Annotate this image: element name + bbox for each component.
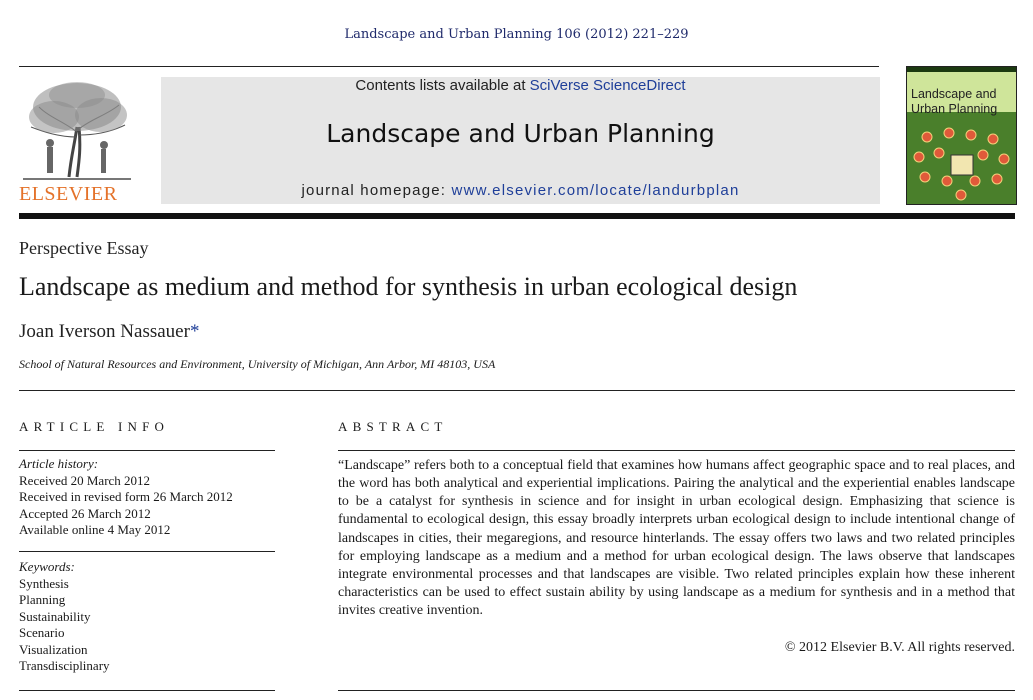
article-info-heading: ARTICLE INFO bbox=[19, 419, 170, 434]
contents-line bbox=[161, 77, 880, 94]
cover-title-line-1: Landscape and bbox=[911, 87, 997, 101]
article-history bbox=[19, 456, 233, 539]
author-affiliation: School of Natural Resources and Environment, University of Michigan, Ann Arbor, MI 48103, USA bbox=[19, 357, 496, 371]
keyword-item: Sustainability bbox=[19, 608, 91, 624]
journal-homepage bbox=[161, 182, 880, 199]
author-name[interactable]: Joan Iverson Nassauer bbox=[19, 321, 190, 342]
article-info-rule-mid bbox=[19, 551, 275, 552]
homepage-link[interactable]: www.elsevier.com/locate/landurbplan bbox=[451, 182, 740, 199]
keyword-item: Planning bbox=[19, 592, 66, 607]
keyword-item: Transdisciplinary bbox=[19, 658, 110, 673]
author-line bbox=[19, 321, 199, 343]
corresponding-author-mark[interactable]: * bbox=[189, 321, 200, 342]
keyword-item: Synthesis bbox=[19, 575, 69, 591]
contents-prefix: Contents lists available at bbox=[355, 77, 530, 94]
header-thick-rule bbox=[19, 213, 1015, 219]
keyword-item: Scenario bbox=[19, 625, 65, 640]
history-item: Received in revised form 26 March 2012 bbox=[19, 489, 233, 504]
cover-title-line-2: Urban Planning bbox=[911, 102, 998, 116]
homepage-prefix: journal homepage: bbox=[301, 182, 452, 199]
publisher-name: ELSEVIER bbox=[19, 183, 118, 205]
article-history-label: Article history: bbox=[19, 456, 99, 471]
article-info-rule-bottom bbox=[19, 690, 275, 691]
cover-artwork bbox=[907, 125, 1016, 205]
keyword-item: Visualization bbox=[19, 641, 88, 657]
article-info-rule-top bbox=[19, 450, 275, 451]
journal-cover-thumbnail[interactable] bbox=[906, 66, 1017, 205]
sciencedirect-link[interactable]: SciVerse ScienceDirect bbox=[529, 77, 686, 94]
section-divider bbox=[19, 390, 1015, 391]
abstract-heading: ABSTRACT bbox=[338, 419, 448, 434]
history-item: Received 20 March 2012 bbox=[19, 472, 151, 488]
cover-title bbox=[911, 87, 1015, 117]
abstract-rule-top bbox=[338, 450, 1015, 451]
history-item: Accepted 26 March 2012 bbox=[19, 505, 151, 521]
keywords-list bbox=[19, 559, 110, 675]
journal-citation: Landscape and Urban Planning 106 (2012) 221–229 bbox=[344, 27, 689, 42]
article-type: Perspective Essay bbox=[19, 238, 149, 258]
abstract-rule-bottom bbox=[338, 690, 1015, 691]
header-rule bbox=[19, 66, 879, 67]
keywords-label: Keywords: bbox=[19, 559, 75, 574]
abstract-text: “Landscape” refers both to a conceptual field that examines how humans affect geographic space and to real places, and the word has both analytical and experiential implications. Pairing the analytical and the experiential enables landscape to be a catalyst for synthesis in science and for insight in urban ecological design. Emphasizing that science is fundamental to ecological design, this essay broadly interprets urban ecological design to include intentional change of landscapes in cities, their megaregions, and resource hinterlands. The essay offers two laws and two related principles for employing landscape as a medium and a method for urban ecological design. The laws observe that landscapes integrate environmental processes and that landscapes are visible. Two related principles explain how these inherent characteristics can be used to effect sustain ability by using landscape as a medium for synthesis and in a method that invites creative invention. bbox=[338, 458, 1015, 619]
article-title: Landscape as medium and method for synthesis in urban ecological design bbox=[19, 272, 798, 301]
copyright-notice: © 2012 Elsevier B.V. All rights reserved. bbox=[784, 640, 1015, 655]
history-item: Available online 4 May 2012 bbox=[19, 522, 171, 537]
journal-title: Landscape and Urban Planning bbox=[326, 119, 715, 148]
